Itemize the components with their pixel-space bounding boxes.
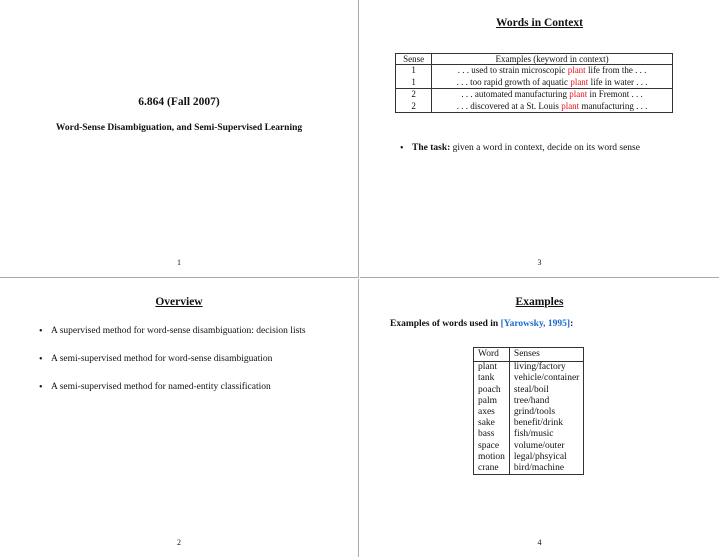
- word-cell: bass: [474, 429, 510, 440]
- table-row: [474, 362, 584, 374]
- list-item: • A semi-supervised method for word-sense disambiguation: [37, 353, 327, 366]
- page-number: 1: [177, 258, 181, 267]
- page-number: 3: [537, 258, 542, 267]
- context-after: in Fremont . . .: [587, 89, 643, 99]
- slide-4: [360, 279, 719, 557]
- table-row: [474, 385, 584, 396]
- example-cell: [432, 77, 673, 89]
- slide-2: [0, 279, 359, 557]
- senses-cell: vehicle/container: [513, 373, 580, 384]
- word-cell: tank: [474, 373, 510, 384]
- list-item: • A semi-supervised method for named-entity classification: [37, 381, 327, 394]
- word-cell: poach: [474, 385, 510, 396]
- context-after: life in water . . .: [588, 76, 648, 87]
- senses-cell: grind/tools: [513, 407, 556, 418]
- bullet-list: [37, 325, 327, 394]
- table-row: [396, 89, 673, 101]
- context-table: [395, 53, 673, 113]
- senses-cell: volume/outer: [513, 440, 565, 451]
- word-cell: crane: [474, 463, 510, 475]
- table-header-senses: Senses: [509, 348, 583, 362]
- senses-cell: legal/phsyical: [513, 451, 567, 462]
- word-cell: palm: [474, 396, 510, 407]
- table-row: [474, 429, 584, 440]
- example-cell: [432, 65, 673, 77]
- table-row: [474, 407, 584, 418]
- sense-cell: 2: [396, 101, 432, 113]
- sense-cell: 1: [396, 77, 432, 89]
- table-row: [396, 101, 673, 113]
- context-before: . . . too rapid growth of aquatic: [456, 76, 571, 87]
- list-item: • A supervised method for word-sense disambiguation: decision lists: [37, 325, 327, 338]
- task-label: The task:: [412, 143, 451, 153]
- word-cell: sake: [474, 418, 510, 429]
- examples-intro: [390, 319, 573, 329]
- keyword: plant: [567, 65, 586, 75]
- keyword: plant: [569, 89, 588, 99]
- citation-link[interactable]: [Yarowsky, 1995]: [500, 319, 571, 329]
- keyword: plant: [561, 100, 580, 111]
- sense-cell: 1: [396, 65, 432, 77]
- context-before: . . . discovered at a St. Louis: [456, 100, 562, 111]
- slide-title: Examples: [515, 296, 564, 308]
- sense-cell: 2: [396, 89, 432, 101]
- slide-1: [0, 0, 359, 278]
- example-cell: [432, 101, 673, 113]
- senses-cell: bird/machine: [513, 463, 565, 474]
- table-row: [396, 77, 673, 89]
- word-cell: motion: [474, 452, 510, 463]
- table-row: [474, 396, 584, 407]
- table-row: [474, 452, 584, 463]
- page-number: 4: [537, 538, 542, 547]
- context-after: manufacturing . . .: [579, 100, 648, 111]
- table-row: [474, 418, 584, 429]
- task-list: [398, 143, 708, 153]
- slide-title: Overview: [155, 296, 203, 308]
- context-after: life from the . . .: [585, 65, 647, 75]
- example-cell: [432, 89, 673, 101]
- list-item: [398, 143, 708, 153]
- word-cell: space: [474, 441, 510, 452]
- word-cell: plant: [474, 362, 510, 374]
- senses-cell: fish/music: [513, 429, 554, 440]
- senses-cell: benefit/drink: [513, 418, 563, 429]
- task-text: given a word in context, decide on its word sense: [450, 143, 640, 153]
- intro-text: Examples of words used in: [390, 319, 501, 329]
- course-title: 6.864 (Fall 2007): [138, 96, 220, 108]
- word-cell: axes: [474, 407, 510, 418]
- page-number: 2: [177, 538, 181, 547]
- table-header-examples: Examples (keyword in context): [432, 54, 673, 65]
- senses-cell: tree/hand: [513, 395, 550, 406]
- table-header-word: Word: [474, 348, 510, 362]
- table-row: [396, 65, 673, 77]
- keyword: plant: [570, 76, 589, 87]
- word-senses-table: [473, 347, 584, 475]
- context-before: . . . used to strain microscopic: [457, 65, 568, 75]
- table-row: [474, 441, 584, 452]
- senses-cell: living/factory: [513, 362, 566, 373]
- table-header-sense: Sense: [396, 54, 432, 65]
- senses-cell: steal/boil: [513, 384, 549, 395]
- slide-title: Words in Context: [496, 17, 583, 29]
- slide-3: [360, 0, 719, 278]
- intro-colon: :: [570, 319, 574, 329]
- table-row: [474, 373, 584, 384]
- lecture-subtitle: Word-Sense Disambiguation, and Semi-Supervised Learning: [55, 123, 303, 133]
- table-row: [474, 463, 584, 475]
- context-before: . . . automated manufacturing: [461, 89, 570, 99]
